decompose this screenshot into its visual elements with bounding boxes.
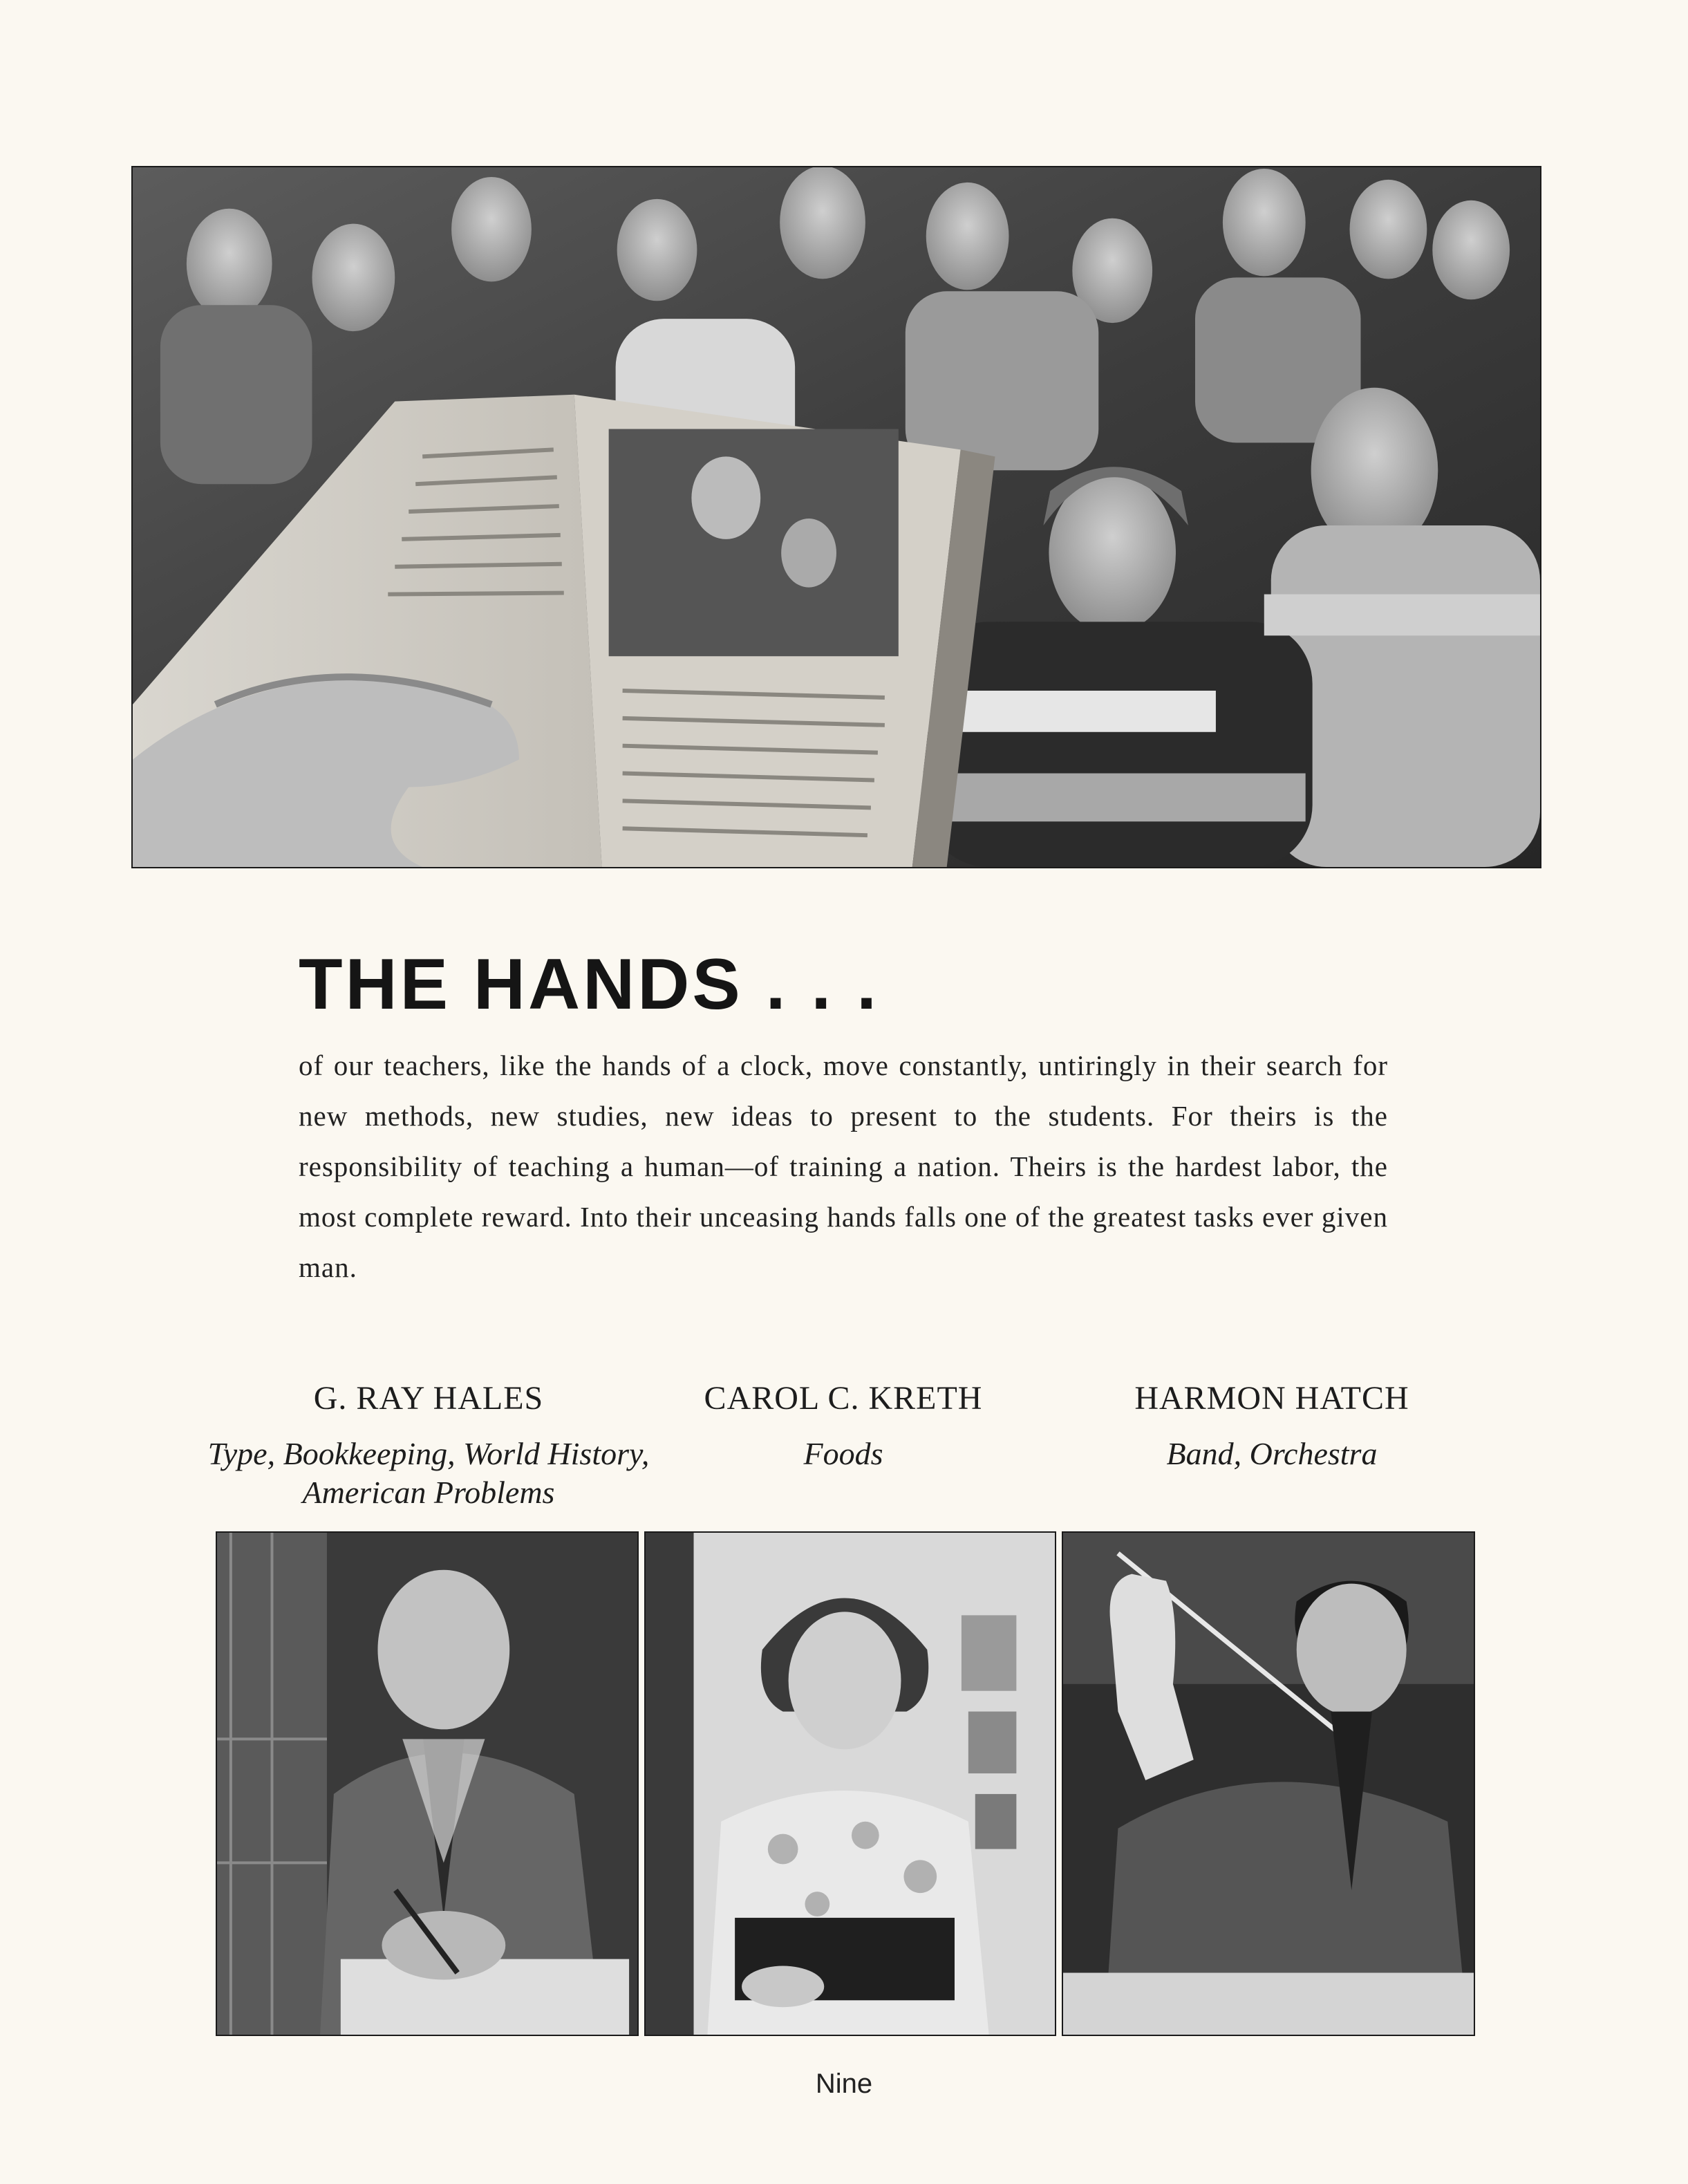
- teacher-photo-hatch-image: [1063, 1533, 1474, 2035]
- teacher-photo-hales: [216, 1531, 639, 2036]
- teacher-subjects-hatch: Band, Orchestra: [1166, 1436, 1378, 1471]
- teacher-name-hatch: HARMON HATCH: [1134, 1380, 1409, 1417]
- teacher-subjects-hales: Type, Bookkeeping, World History, American Problems: [207, 1436, 650, 1510]
- teacher-photo-hatch: [1062, 1531, 1475, 2036]
- teacher-name-hales: G. RAY HALES: [313, 1380, 544, 1417]
- teacher-photo-kreth: [644, 1531, 1056, 2036]
- page-heading: THE HANDS . . .: [299, 944, 880, 1025]
- teacher-subjects-kreth: Foods: [803, 1436, 883, 1471]
- classroom-photo: [131, 166, 1541, 868]
- teacher-photo-hales-image: [217, 1533, 637, 2035]
- teacher-photo-kreth-image: [646, 1533, 1055, 2035]
- intro-paragraph: of our teachers, like the hands of a clock, move constantly, untiringly in their search for new methods, new studies, new ideas to present to the students. For theirs is the responsibility of teaching a human—of training a nation. Theirs is the hardest labor, the most complete reward. Into their unceasing hands falls one of the greatest tasks ever given man.: [299, 1049, 1388, 1283]
- classroom-photo-image: [133, 167, 1540, 867]
- page-number: Nine: [815, 2069, 873, 2099]
- teacher-name-kreth: CAROL C. KRETH: [704, 1380, 983, 1417]
